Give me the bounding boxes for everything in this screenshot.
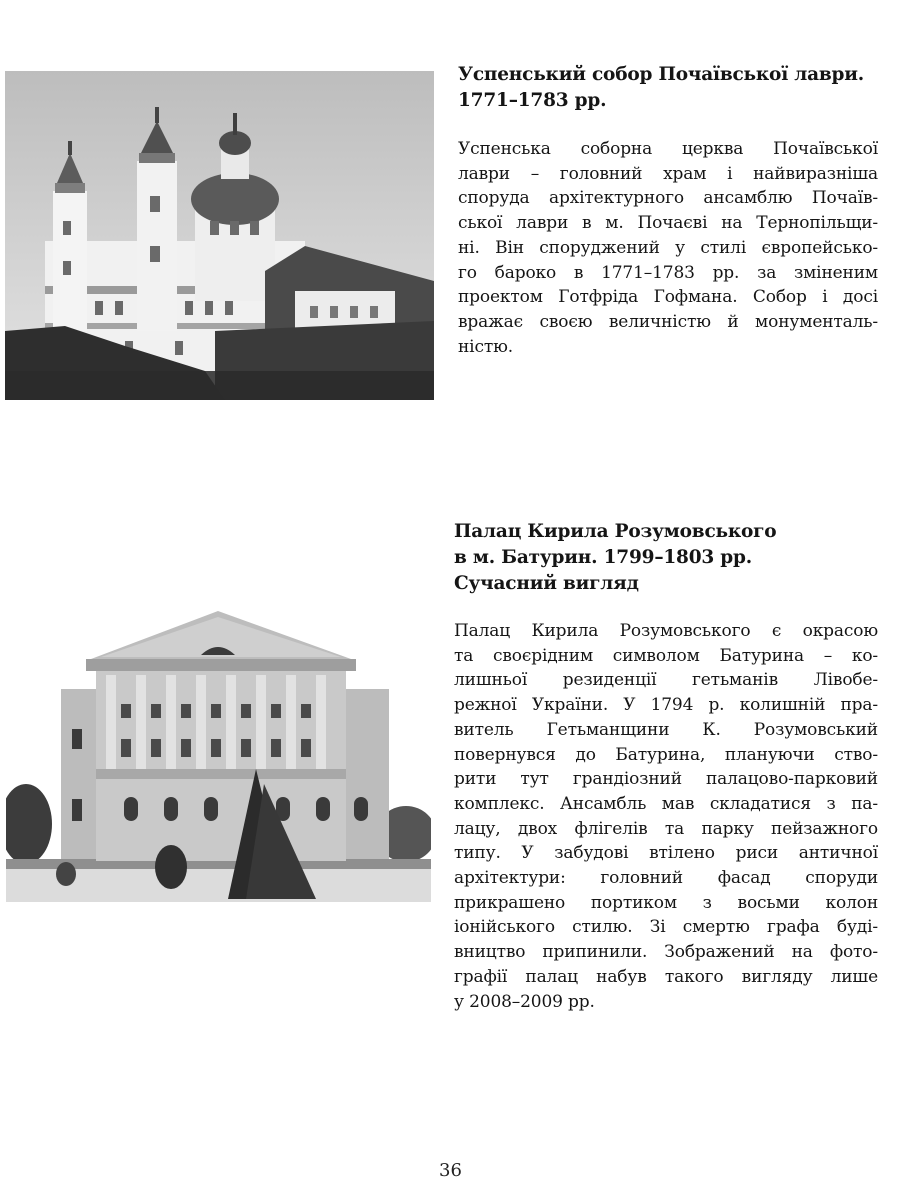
- body-line: вражає своєю величністю й монументаль-: [458, 311, 878, 332]
- cathedral-description: [458, 137, 878, 359]
- body-line: у 2008–2009 рр.: [454, 991, 595, 1012]
- body-line: повернувся до Батурина, плануючи ство-: [454, 744, 878, 765]
- body-line: го бароко в 1771–1783 рр. за зміненим: [458, 262, 878, 283]
- body-line: вництво припинили. Зображений на фото-: [454, 942, 878, 963]
- body-line: Успенська соборна церква Почаївської: [458, 139, 878, 159]
- body-line: ністю.: [458, 336, 513, 357]
- body-line: графії палац набув такого вигляду лише: [454, 966, 878, 987]
- body-line: ської лаври в м. Почаєві на Тернопільщи-: [458, 213, 878, 234]
- title-line: 1771–1783 рр.: [458, 90, 607, 111]
- palace-text-block: [454, 519, 878, 1014]
- palace-description: [454, 619, 878, 1014]
- body-line: лацу, двох флігелів та парку пейзажного: [454, 818, 878, 839]
- title-line: в м. Батурин. 1799–1803 рр.: [454, 547, 753, 568]
- razumovsky-palace-photo: [6, 609, 431, 902]
- palace-title: [454, 519, 878, 597]
- body-line: іонійського стилю. Зі смертю графа буді-: [454, 917, 878, 938]
- body-line: Палац Кирила Розумовського є окрасою: [454, 621, 878, 641]
- body-line: архітектури: головний фасад споруди: [454, 868, 878, 889]
- body-line: ні. Він споруджений у стилі європейсько-: [458, 237, 878, 258]
- body-line: лаври – головний храм і найвиразніша: [458, 163, 878, 184]
- body-line: та своєрідним символом Батурина – ко-: [454, 645, 878, 666]
- body-line: режної України. У 1794 р. колишній пра-: [454, 695, 878, 716]
- body-line: типу. У забудові втілено риси античної: [454, 843, 878, 864]
- title-line: Сучасний вигляд: [454, 573, 639, 594]
- body-line: прикрашено портиком з восьми колон: [454, 892, 878, 913]
- page-number: 36: [439, 1160, 462, 1181]
- body-line: проектом Готфріда Гофмана. Собор і досі: [458, 287, 878, 308]
- body-line: споруда архітектурного ансамблю Почаїв-: [458, 188, 878, 209]
- title-line: Палац Кирила Розумовського: [454, 521, 777, 542]
- cathedral-text-block: [458, 62, 878, 359]
- body-line: витель Гетьманщини К. Розумовський: [454, 719, 878, 740]
- pochaiv-cathedral-photo: [5, 71, 434, 400]
- body-line: рити тут грандіозний палацово-парковий: [454, 769, 878, 790]
- cathedral-title: [458, 62, 878, 114]
- body-line: комплекс. Ансамбль мав складатися з па-: [454, 793, 878, 814]
- body-line: лишньої резиденції гетьманів Лівобе-: [454, 670, 878, 691]
- title-line: Успенський собор Почаївської лаври.: [458, 64, 865, 85]
